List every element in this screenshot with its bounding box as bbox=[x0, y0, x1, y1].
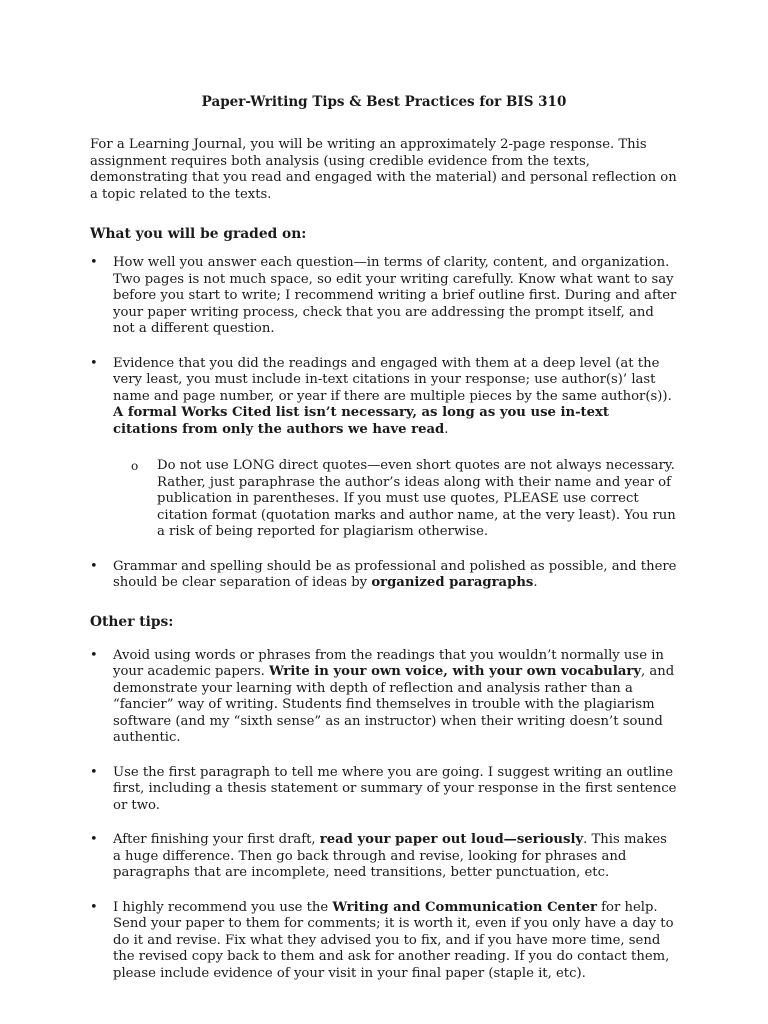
bullet-icon: • bbox=[90, 558, 98, 574]
emphasis-text: read your paper out loud—seriously bbox=[319, 832, 584, 847]
emphasis-text: A formal Works Cited list isn’t necessary, as long as you use in-text citations from only the authors we have read bbox=[113, 405, 609, 437]
tip-read-aloud bbox=[90, 832, 678, 882]
graded-item-text: Grammar and spelling should be as professional and polished as possible, and there should be clear separation of ideas by organized paragraphs. bbox=[113, 558, 677, 590]
bullet-icon: • bbox=[90, 899, 98, 915]
tip-first-paragraph bbox=[90, 765, 678, 815]
graded-list bbox=[90, 255, 678, 592]
sub-bullet-icon: o bbox=[131, 459, 139, 473]
tip-text: After finishing your first draft, read your paper out loud—seriously. This makes a huge difference. Then go back through and revise, looking for phrases and paragraphs that are incomplete, need transitions, better punctuation, etc. bbox=[113, 832, 667, 880]
bullet-icon: • bbox=[90, 832, 98, 847]
tip-text: I highly recommend you use the Writing and Communication Center for help. Send your paper to them for comments; it is worth it, even if you only have a day to do it and revise. Fix what they advised you to fix, and if you have more time, send the revised copy back to them and ask for another reading. If you do contact them, please include evidence of your visit in your final paper (staple it, etc). bbox=[113, 899, 674, 981]
intro-paragraph: For a Learning Journal, you will be writing an approximately 2-page response. This assignment requires both analysis (using credible evidence from the texts, demonstrating that you read and engaged with the material) and personal reflection on a topic related to the texts. bbox=[90, 137, 677, 202]
other-tips-heading: Other tips: bbox=[90, 613, 174, 630]
document-title: Paper-Writing Tips & Best Practices for BIS 310 bbox=[201, 94, 567, 110]
graded-item-text: How well you answer each question—in terms of clarity, content, and organization. Two pages is not much space, so edit your writing carefully. Know what want to say before you start to write; I recommend writing a brief outline first. During and after your paper writing process, check that you are addressing the prompt itself, and not a different question. bbox=[113, 255, 677, 336]
emphasis-text: Writing and Communication Center bbox=[332, 899, 597, 915]
tip-text: Use the first paragraph to tell me where you are going. I suggest writing an outline first, including a thesis statement or summary of your response in the first sentence or two. bbox=[113, 764, 677, 813]
bullet-icon: • bbox=[90, 355, 98, 371]
bullet-icon: • bbox=[90, 764, 98, 780]
tip-text: Avoid using words or phrases from the readings that you wouldn’t normally use in your academic papers. Write in your own voice, with your own vocabulary, and demonstrate your learning with depth of reflection and analysis rather than a “fancier” way of writing. Students find themselves in trouble with the plagiarism software (and my “sixth sense” as an instructor) when their writing doesn’t sound authentic. bbox=[113, 647, 675, 745]
emphasis-text: organized paragraphs bbox=[371, 575, 534, 590]
graded-item-text: Evidence that you did the readings and engaged with them at a deep level (at the very least, you must include in-text citations in your response; use author(s)’ last name and page number, or year if there are multiple pieces by the same author(s)). A formal Works Cited list isn’t necessary, as long as you use in-text citations from only the authors we have read. bbox=[113, 355, 672, 437]
graded-heading: What you will be graded on: bbox=[90, 226, 307, 242]
emphasis-text: Write in your own voice, with your own vocabulary bbox=[269, 664, 642, 679]
bullet-icon: • bbox=[90, 647, 98, 663]
tip-own-voice bbox=[90, 648, 678, 747]
graded-item-clarity bbox=[90, 255, 678, 338]
sub-item-quotes bbox=[90, 458, 678, 541]
bullet-icon: • bbox=[90, 255, 98, 270]
tip-writing-center bbox=[90, 900, 678, 983]
other-tips-list bbox=[90, 648, 678, 983]
graded-item-evidence bbox=[90, 356, 678, 541]
sub-item-text: Do not use LONG direct quotes—even short quotes are not always necessary. Rather, just paraphrase the author’s ideas along with their name and year of publication in parentheses. If you must use quotes, PLEASE use correct citation format (quotation marks and author name, at the very least). You run a risk of being reported for plagiarism otherwise. bbox=[157, 458, 676, 539]
graded-item-grammar bbox=[90, 559, 678, 592]
